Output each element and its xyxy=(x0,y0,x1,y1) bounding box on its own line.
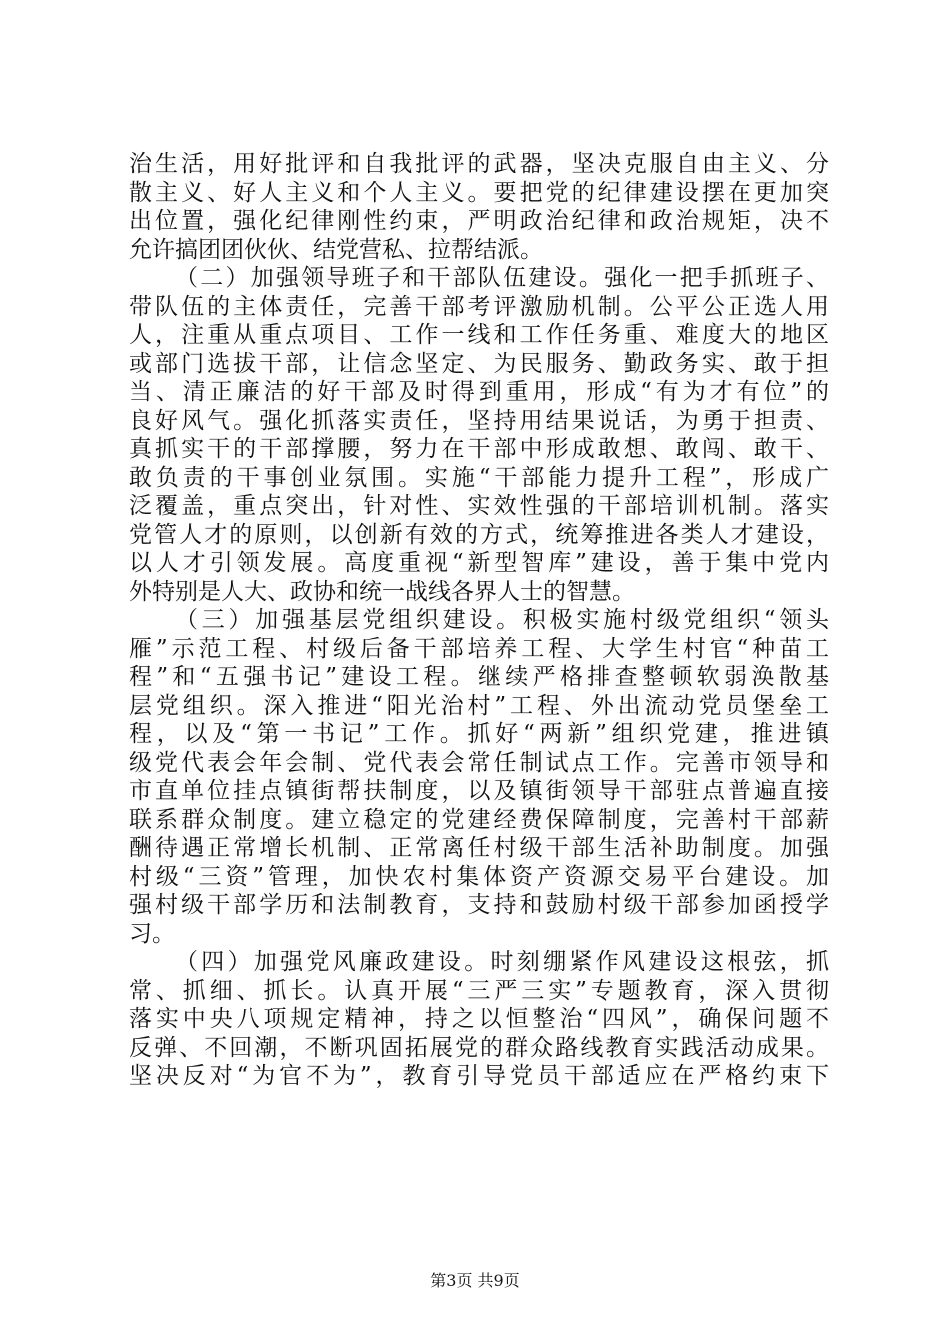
text-line: 村级“三资”管理，加快农村集体资产资源交易平台建设。加 xyxy=(129,863,829,890)
text-line: 外特别是人大、政协和统一战线各界人士的智慧。 xyxy=(129,578,635,605)
text-line: 党管人才的原则，以创新有效的方式，统筹推进各类人才建设， xyxy=(129,521,829,548)
section-heading-line: （四）加强党风廉政建设。时刻绷紧作风建设这根弦，抓 xyxy=(175,949,829,975)
page-number-label: 第3页 共9页 xyxy=(430,1271,520,1290)
text-line: 带队伍的主体责任，完善干部考评激励机制。公平公正选人用 xyxy=(129,293,829,320)
text-line: 治生活，用好批评和自我批评的武器，坚决克服自由主义、分 xyxy=(129,151,829,177)
text-line: 或部门选拔干部，让信念坚定、为民服务、勤政务实、敢于担 xyxy=(129,350,829,377)
text-line: 常、抓细、抓长。认真开展“三严三实”专题教育，深入贯彻 xyxy=(129,977,829,1004)
text-line: 允许搞团团伙伙、结党营私、拉帮结派。 xyxy=(129,236,543,263)
document-body xyxy=(129,150,829,1091)
text-line: 联系群众制度。建立稳定的党建经费保障制度，完善村干部薪 xyxy=(129,806,829,833)
text-line: 散主义、好人主义和个人主义。要把党的纪律建设摆在更加突 xyxy=(129,179,829,206)
text-line: 以人才引领发展。高度重视“新型智库”建设，善于集中党内 xyxy=(129,550,829,576)
text-line: 人，注重从重点项目、工作一线和工作任务重、难度大的地区 xyxy=(129,322,829,348)
text-line: 当、清正廉洁的好干部及时得到重用，形成“有为才有位”的 xyxy=(129,379,829,405)
text-line: 敢负责的干事创业氛围。实施“干部能力提升工程”，形成广 xyxy=(129,464,829,491)
section-heading-line: （三）加强基层党组织建设。积极实施村级党组织“领头 xyxy=(175,607,829,633)
text-line: 落实中央八项规定精神，持之以恒整治“四风”，确保问题不 xyxy=(129,1006,829,1032)
text-line: 程”和“五强书记”建设工程。继续严格排查整顿软弱涣散基 xyxy=(129,664,829,690)
text-line: 层党组织。深入推进“阳光治村”工程、外出流动党员堡垒工 xyxy=(129,692,829,719)
text-line: 习。 xyxy=(129,920,175,947)
text-line: 程，以及“第一书记”工作。抓好“两新”组织党建，推进镇 xyxy=(129,721,829,747)
text-line: 出位置，强化纪律刚性约束，严明政治纪律和政治规矩，决不 xyxy=(129,208,829,234)
text-line: 市直单位挂点镇街帮扶制度，以及镇街领导干部驻点普遍直接 xyxy=(129,778,829,804)
text-line: 真抓实干的干部撑腰，努力在干部中形成敢想、敢闯、敢干、 xyxy=(129,436,829,462)
text-line: 泛覆盖，重点突出，针对性、实效性强的干部培训机制。落实 xyxy=(129,493,829,519)
page-footer xyxy=(0,1268,950,1291)
section-heading-line: （二）加强领导班子和干部队伍建设。强化一把手抓班子、 xyxy=(175,265,829,291)
text-line: 强村级干部学历和法制教育，支持和鼓励村级干部参加函授学 xyxy=(129,892,829,918)
text-line: 雁”示范工程、村级后备干部培养工程、大学生村官“种苗工 xyxy=(129,635,829,662)
text-line: 反弹、不回潮，不断巩固拓展党的群众路线教育实践活动成果。 xyxy=(129,1034,829,1061)
text-line: 级党代表会年会制、党代表会常任制试点工作。完善市领导和 xyxy=(129,749,829,776)
text-line: 坚决反对“为官不为”，教育引导党员干部适应在严格约束下 xyxy=(129,1063,829,1089)
text-line: 良好风气。强化抓落实责任，坚持用结果说话，为勇于担责、 xyxy=(129,407,829,434)
text-line: 酬待遇正常增长机制、正常离任村级干部生活补助制度。加强 xyxy=(129,835,829,861)
